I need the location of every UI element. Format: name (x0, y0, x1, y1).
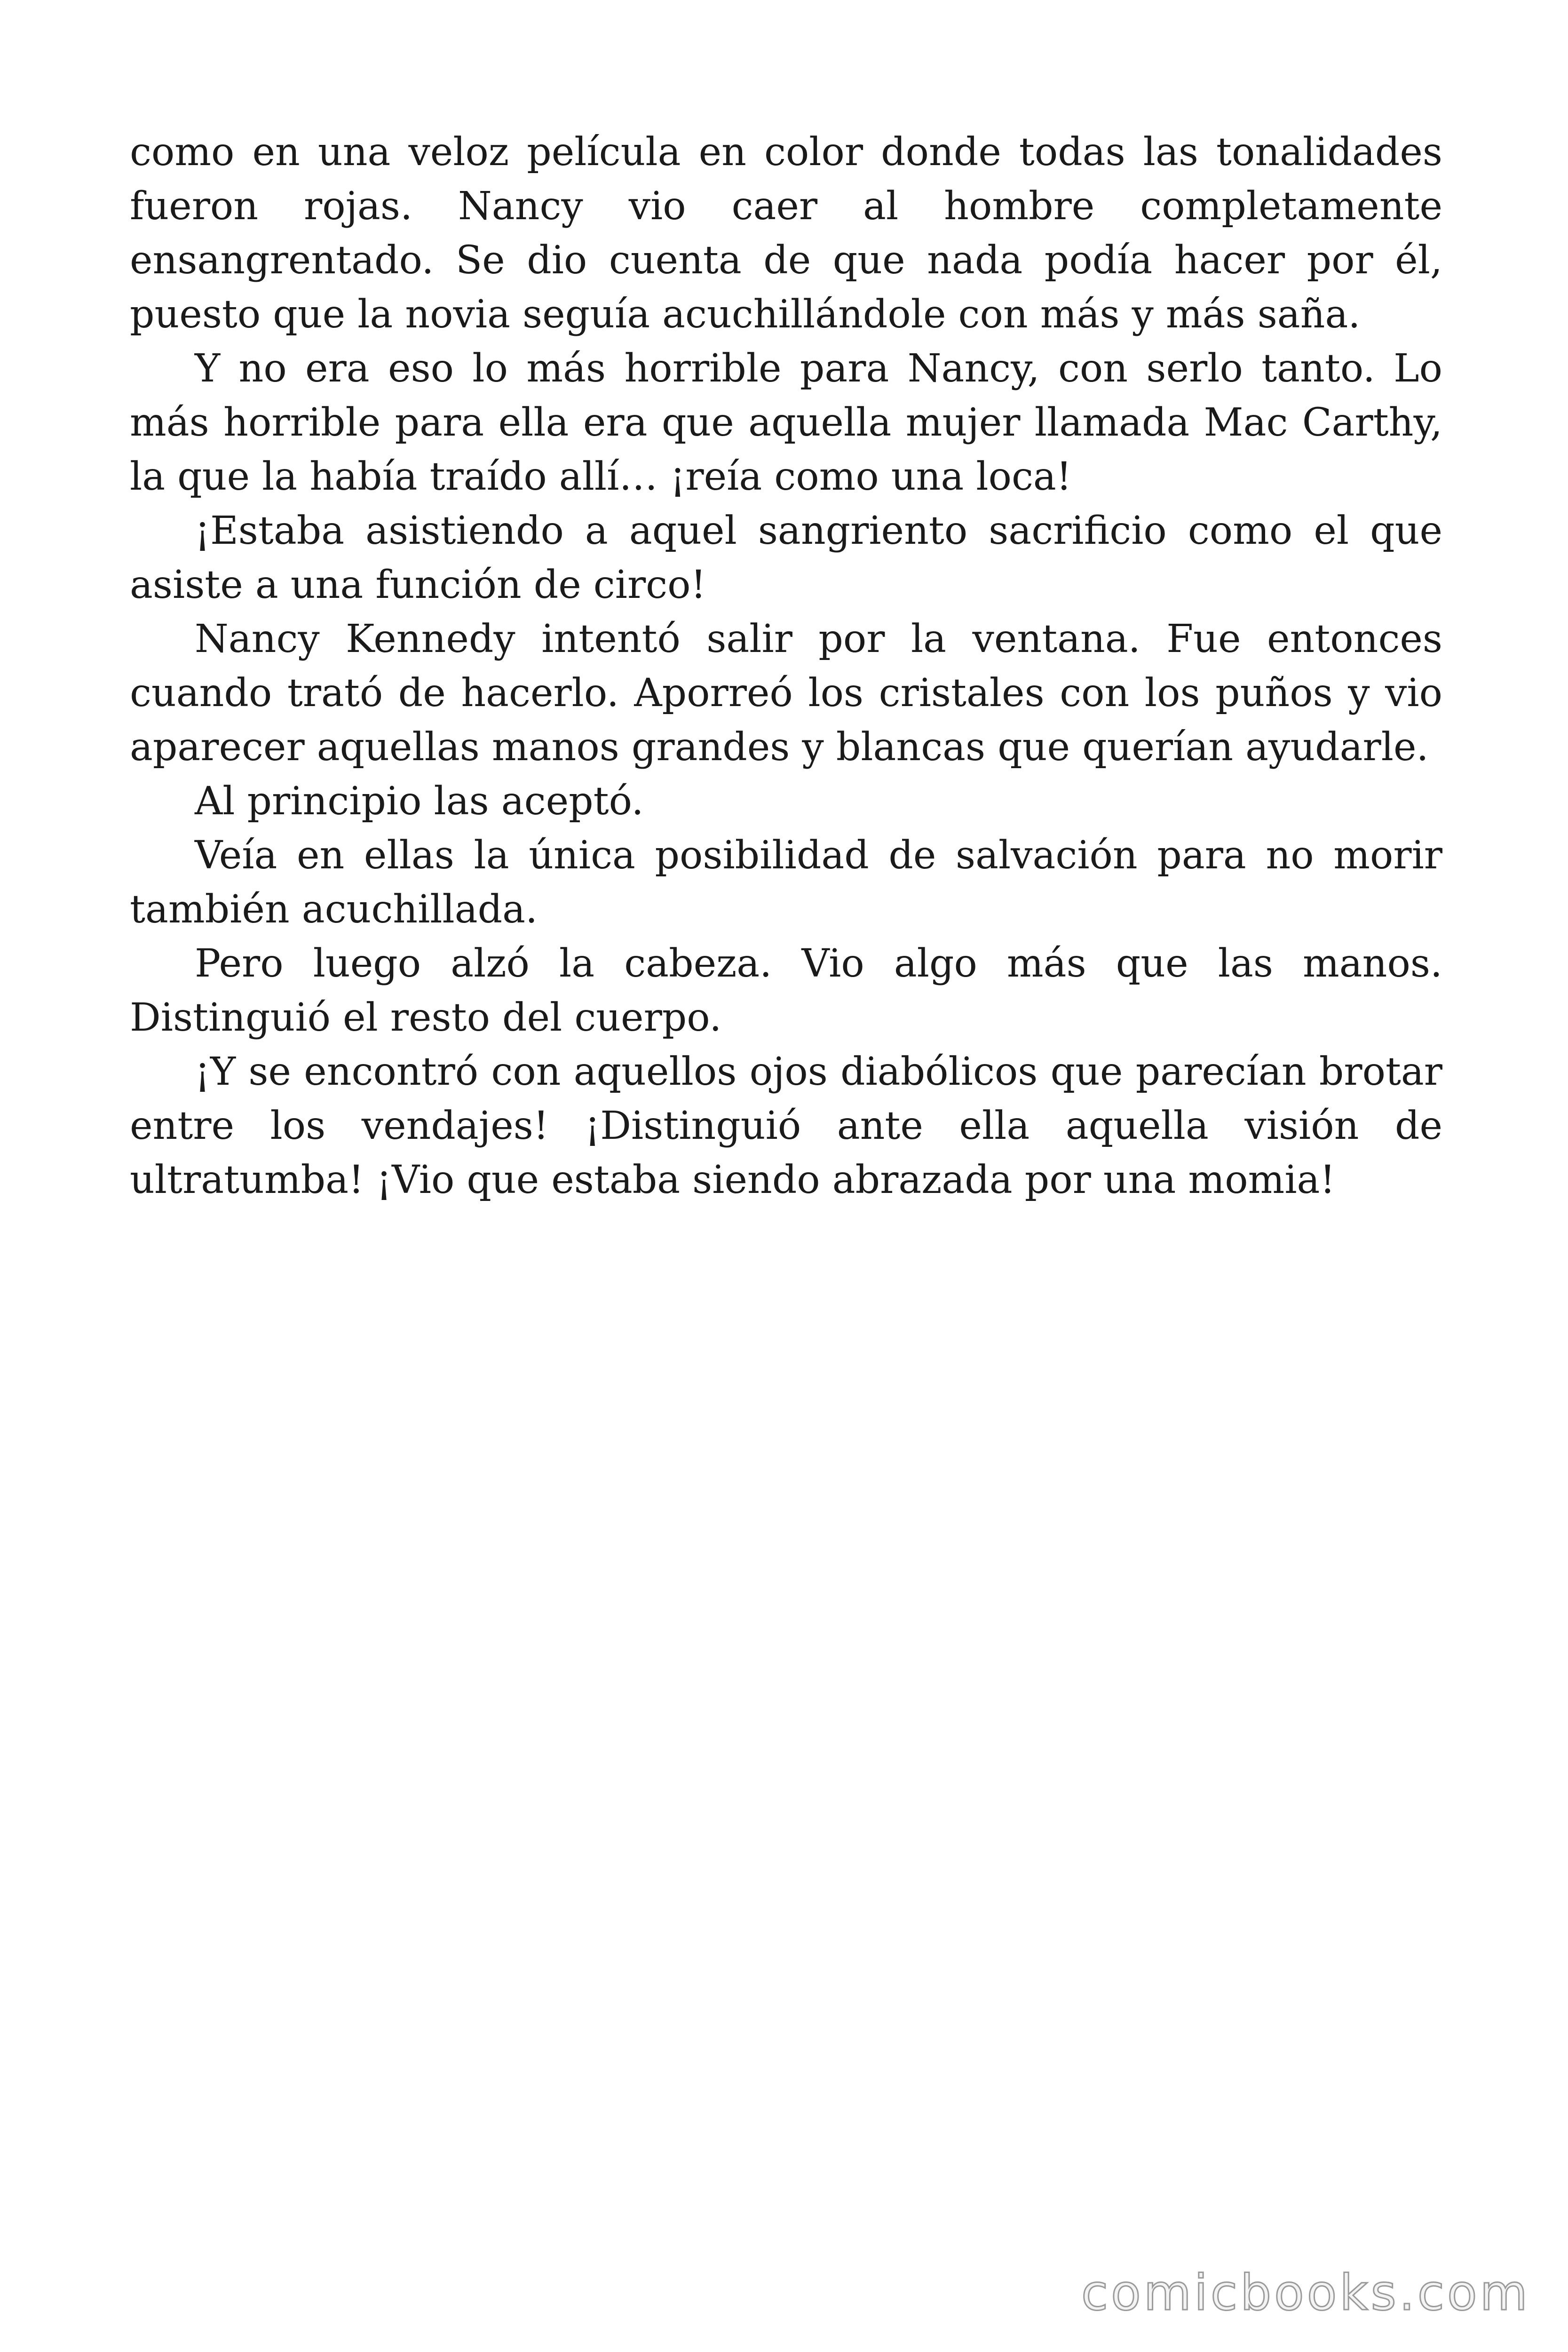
watermark: comicbooks.com (1081, 2264, 1530, 2321)
paragraph: Nancy Kennedy intentó salir por la ventana. Fue entonces cuando trató de hacerlo. Aporreó los cristales con los puños y vio aparecer aquellas manos grandes y blancas que querían ayudarle. (130, 617, 1442, 770)
body-text (130, 125, 1442, 1207)
paragraph: Pero luego alzó la cabeza. Vio algo más que las manos. Distinguió el resto del cuerpo. (130, 941, 1442, 1040)
paragraph: como en una veloz película en color donde todas las tonalidades fueron rojas. Nancy vio caer al hombre completamente ensangrentado. Se dio cuenta de que nada podía hacer por él, puesto que la novia seguía acuchillándole con más y más saña. (130, 130, 1442, 337)
paragraph: Al principio las aceptó. (195, 779, 644, 824)
paragraph: ¡Estaba asistiendo a aquel sangriento sacrificio como el que asiste a una función de circo! (130, 509, 1442, 607)
paragraph: ¡Y se encontró con aquellos ojos diabólicos que parecían brotar entre los vendajes! ¡Distinguió ante ella aquella visión de ultratumba! ¡Vio que estaba siendo abrazada por una momia! (130, 1049, 1442, 1202)
paragraph: Y no era eso lo más horrible para Nancy, con serlo tanto. Lo más horrible para ella era que aquella mujer llamada Mac Carthy, la que la había traído allí… ¡reía como una loca! (130, 346, 1442, 499)
paragraph: Veía en ellas la única posibilidad de salvación para no morir también acuchillada. (130, 833, 1442, 932)
